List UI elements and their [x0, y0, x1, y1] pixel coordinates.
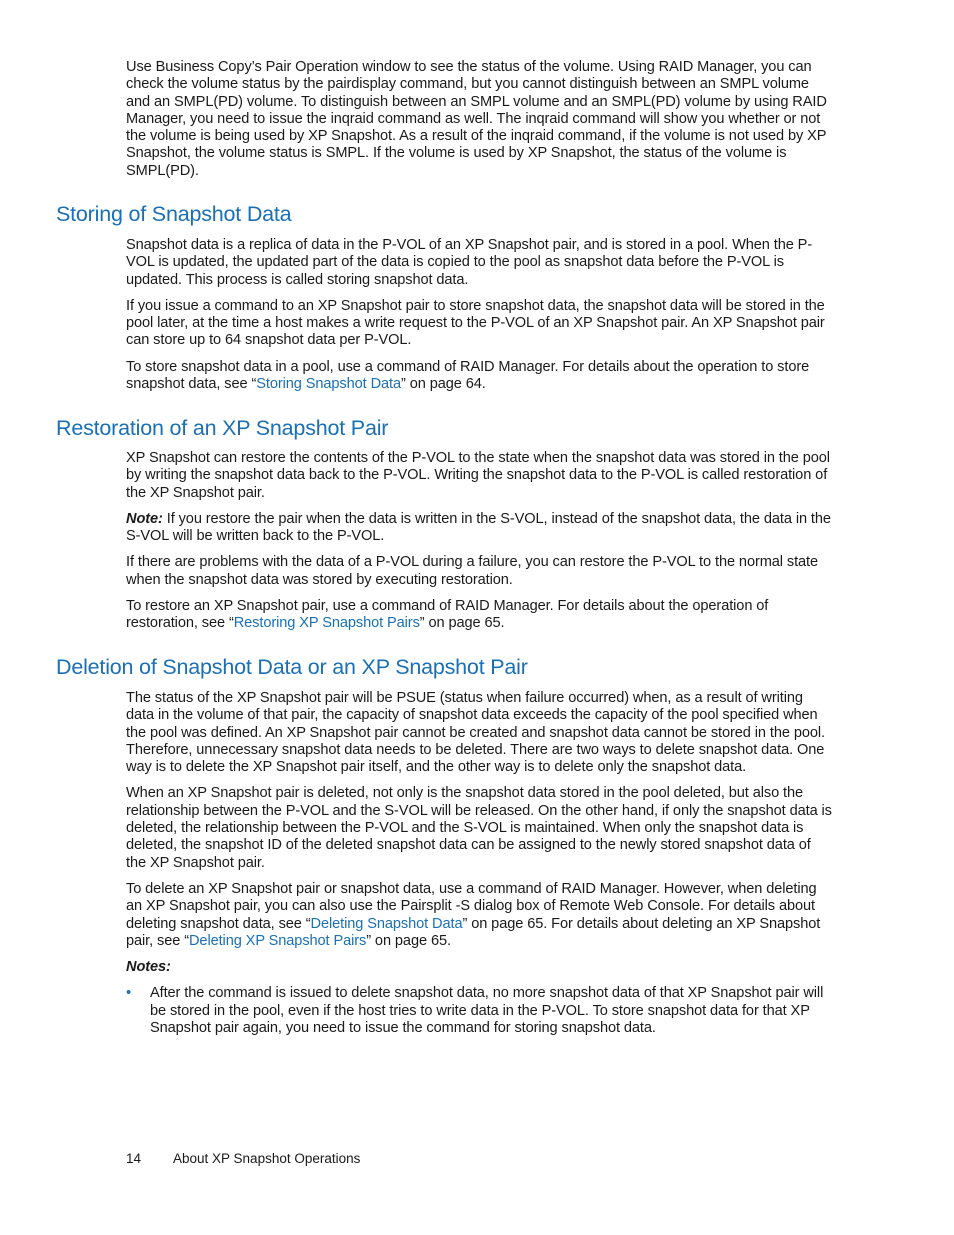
note-label: Note:: [126, 510, 163, 527]
text-span: To delete an XP Snapshot pair or snapshot data, use a command of RAID Manager. However, when deleting an XP Snapshot pair, you can also use the Pairsplit -S dialog box of Remote Web Console. For details about deleting snapshot data, see “: [126, 880, 817, 932]
page-number: 14: [126, 1151, 142, 1166]
notes-list: [126, 985, 832, 1037]
note-text: If you restore the pair when the data is written in the S-VOL, instead of the snapshot data, the data in the S-VOL will be written back to the P-VOL.: [126, 510, 831, 545]
footer-chapter-title: About XP Snapshot Operations: [173, 1151, 361, 1166]
text-span: To store snapshot data in a pool, use a command of RAID Manager. For details about the operation to store snapshot data, see “: [126, 358, 810, 393]
storing-paragraph-2: If you issue a command to an XP Snapshot pair to store snapshot data, the snapshot data will be stored in the pool later, at the time a host makes a write request to the P-VOL of an XP Snapshot pair. An XP Snapshot pair can store up to 64 snapshot data per P-VOL.: [126, 297, 825, 349]
text-span: ” on page 64.: [401, 376, 486, 393]
heading-restoration: Restoration of an XP Snapshot Pair: [56, 416, 389, 440]
storing-paragraph-3: [126, 359, 832, 394]
bullet-icon: •: [126, 985, 132, 1002]
intro-section: [126, 59, 832, 189]
restoration-section: [126, 450, 832, 642]
page-footer: [126, 1151, 360, 1166]
notes-label: Notes:: [126, 959, 171, 976]
storing-paragraph-1: Snapshot data is a replica of data in the P-VOL of an XP Snapshot pair, and is stored in a pool. When the P-VOL is updated, the updated part of the data is copied to the pool as snapshot data before the P-VOL is updated. This process is called storing snapshot data.: [126, 237, 813, 288]
heading-deletion: Deletion of Snapshot Data or an XP Snapshot Pair: [56, 655, 528, 679]
link-restoring-xp-snapshot-pairs[interactable]: Restoring XP Snapshot Pairs: [233, 615, 420, 632]
deletion-paragraph-1: The status of the XP Snapshot pair will be PSUE (status when failure occurred) when, as a result of writing data in the volume of that pair, the capacity of snapshot data exceeds the capacity of the pool specified when the pool was defined. An XP Snapshot pair cannot be created and snapshot data cannot be stored in the pool. Therefore, unnecessary snapshot data needs to be deleted. There are two ways to delete snapshot data. One way is to delete the XP Snapshot pair itself, and the other way is to delete only the snapshot data.: [126, 690, 825, 776]
deletion-paragraph-2: When an XP Snapshot pair is deleted, not only is the snapshot data stored in the pool deleted, but also the relationship between the P-VOL and the S-VOL will be released. On the other hand, if only the snapshot data is deleted, the relationship between the P-VOL and the S-VOL is maintained. When only the snapshot data is deleted, the snapshot ID of the deleted snapshot data can be assigned to the newly stored snapshot data of the XP Snapshot pair.: [126, 785, 832, 871]
storing-section: [126, 237, 832, 402]
restoration-paragraph-2: If there are problems with the data of a P-VOL during a failure, you can restore the P-VOL to the normal state when the snapshot data was stored by executing restoration.: [126, 554, 819, 588]
deletion-paragraph-3: [126, 881, 832, 950]
link-deleting-xp-snapshot-pairs[interactable]: Deleting XP Snapshot Pairs: [188, 932, 367, 949]
text-span: ” on page 65.: [419, 615, 505, 632]
intro-paragraph: Use Business Copy’s Pair Operation window to see the status of the volume. Using RAID Manager, you can check the volume status by the pairdisplay command, but you cannot distinguish between an SMPL volume and an SMPL(PD) volume. To distinguish between an SMPL volume and an SMPL(PD) volume by using RAID Manager, you need to issue the inqraid command as well. The inqraid command will show you whether or not the volume is being used by XP Snapshot. As a result of the inqraid command, if the volume is not used by XP Snapshot, the volume status is SMPL. If the volume is used by XP Snapshot, the status of the volume is SMPL(PD).: [126, 59, 827, 179]
restoration-note: [126, 511, 832, 546]
heading-storing-snapshot-data: Storing of Snapshot Data: [56, 202, 292, 226]
text-span: To restore an XP Snapshot pair, use a command of RAID Manager. For details about the operation of restoration, see “: [126, 598, 769, 632]
text-span: ” on page 65.: [366, 932, 451, 949]
bullet-text: After the command is issued to delete snapshot data, no more snapshot data of that XP Snapshot pair will be stored in the pool, even if the host tries to write data in the P-VOL. To store snapshot data for that XP Snapshot pair again, you need to issue the command for storing snapshot data.: [150, 985, 824, 1037]
restoration-paragraph-3: [126, 598, 832, 633]
link-storing-snapshot-data[interactable]: Storing Snapshot Data: [256, 376, 401, 393]
restoration-paragraph-1: XP Snapshot can restore the contents of the P-VOL to the state when the snapshot data was stored in the pool by writing the snapshot data back to the P-VOL. Writing the snapshot data to the P-VOL is called restoration of the XP Snapshot pair.: [126, 450, 830, 501]
deletion-section: [126, 690, 832, 1037]
link-deleting-snapshot-data[interactable]: Deleting Snapshot Data: [310, 915, 463, 932]
notes-heading: [126, 959, 832, 976]
text-span: ” on page 65. For details about deleting an XP Snapshot pair, see “: [126, 915, 821, 949]
list-item: [126, 985, 832, 1037]
